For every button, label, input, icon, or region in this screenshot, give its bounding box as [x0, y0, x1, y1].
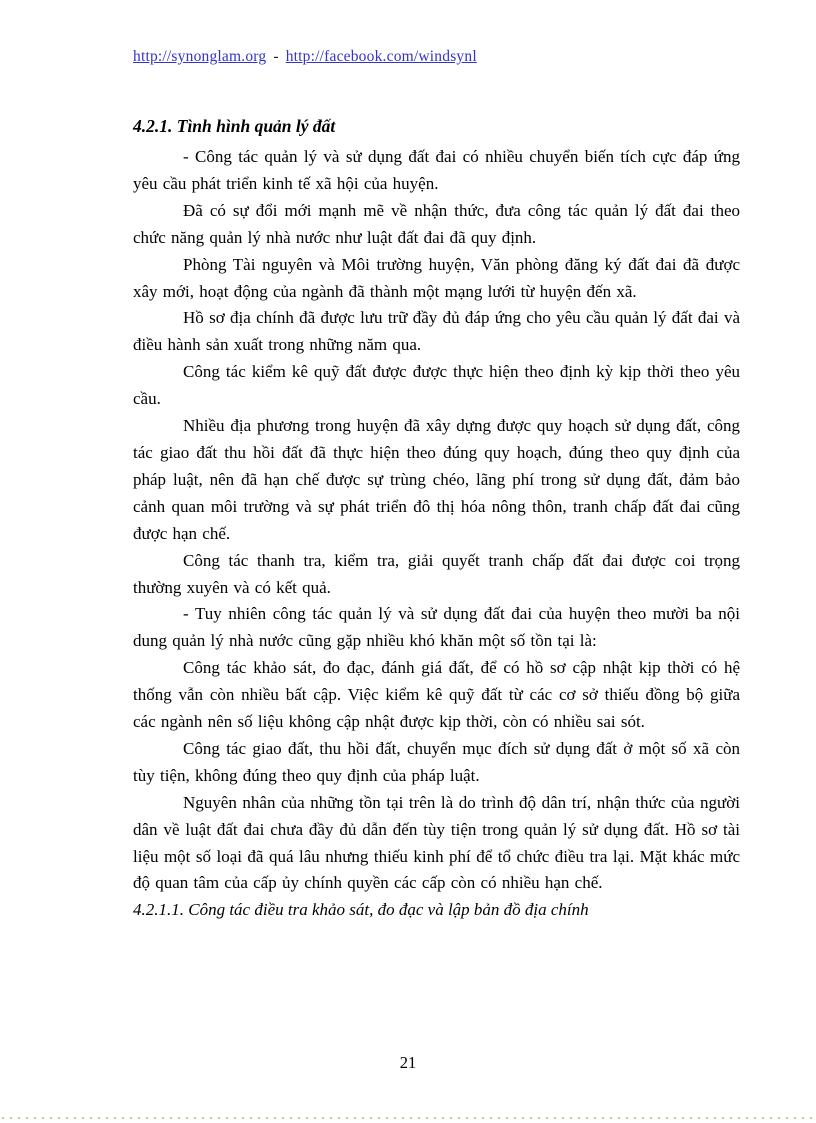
header-link-synonglam[interactable]: http://synonglam.org	[133, 48, 267, 65]
paragraph: Đã có sự đổi mới mạnh mẽ về nhận thức, đưa công tác quản lý đất đai theo chức năng quản lý nhà nước như luật đất đai đã quy định.	[133, 200, 740, 247]
paragraph: Công tác giao đất, thu hồi đất, chuyển mục đích sử dụng đất ở một số xã còn tùy tiện, không đúng theo quy định của pháp luật.	[133, 738, 740, 785]
paragraph: Công tác thanh tra, kiểm tra, giải quyết tranh chấp đất đai được coi trọng thường xuyên và có kết quả.	[133, 550, 740, 597]
paragraph: Hồ sơ địa chính đã được lưu trữ đầy đủ đáp ứng cho yêu cầu quản lý đất đai và điều hành sản xuất trong những năm qua.	[133, 308, 740, 355]
paragraph: Phòng Tài nguyên và Môi trường huyện, Văn phòng đăng ký đất đai đã được xây mới, hoạt động của ngành đã thành một mạng lưới từ huyện đến xã.	[133, 254, 740, 301]
paragraph: - Công tác quản lý và sử dụng đất đai có nhiều chuyển biến tích cực đáp ứng yêu cầu phát triển kinh tế xã hội của huyện.	[133, 147, 740, 193]
page-bottom-dotted-divider	[2, 1117, 814, 1119]
subsection-heading: 4.2.1.1. Công tác điều tra khảo sát, đo đạc và lập bản đồ địa chính	[133, 900, 589, 920]
section-heading: 4.2.1. Tình hình quản lý đất	[133, 116, 336, 136]
header-link-separator: -	[273, 48, 279, 65]
paragraph: Công tác kiểm kê quỹ đất được được thực hiện theo định kỳ kịp thời theo yêu cầu.	[133, 362, 740, 409]
paragraph: Công tác khảo sát, đo đạc, đánh giá đất, để có hồ sơ cập nhật kịp thời có hệ thống vẫn còn nhiều bất cập. Việc kiểm kê quỹ đất từ các cơ sở thiếu đồng bộ giữa các ngành nên số liệu không cập nhật được kịp thời, còn có nhiều sai sót.	[133, 658, 740, 732]
page-number: 21	[399, 1053, 417, 1072]
paragraph: Nguyên nhân của những tồn tại trên là do trình độ dân trí, nhận thức của người dân về luật đất đai chưa đầy đủ dẫn đến tùy tiện trong quản lý sử dụng đất. Hồ sơ tài liệu một số loại đã quá lâu nhưng thiếu kinh phí để tổ chức điều tra lại. Mặt khác mức độ quan tâm của cấp ủy chính quyền các cấp còn có nhiều hạn chế.	[133, 792, 740, 893]
watermark-header	[133, 48, 477, 66]
header-link-facebook[interactable]: http://facebook.com/windsynl	[285, 48, 477, 65]
paragraph: Nhiều địa phương trong huyện đã xây dựng được quy hoạch sử dụng đất, công tác giao đất thu hồi đất đã thực hiện theo đúng quy hoạch, đúng theo quy định của pháp luật, nên đã hạn chế được sự trùng chéo, lãng phí trong sử dụng đất, đảm bảo cảnh quan môi trường và sự phát triển đô thị hóa nông thôn, tranh chấp đất đai cũng được hạn chế.	[133, 416, 740, 543]
paragraph: - Tuy nhiên công tác quản lý và sử dụng đất đai của huyện theo mười ba nội dung quản lý nhà nước cũng gặp nhiều khó khăn một số tồn tại là:	[133, 604, 740, 651]
document-body	[133, 116, 740, 924]
